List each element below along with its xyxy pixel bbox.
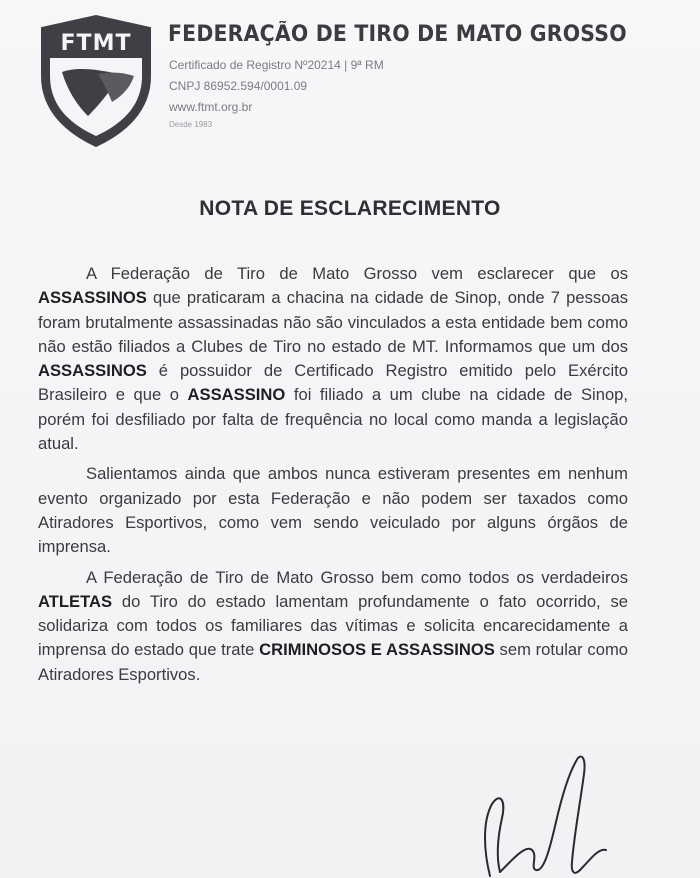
- since-line: Desde 1983: [169, 120, 213, 129]
- paragraph-text: A Federação de Tiro de Mato Grosso vem esclarecer que os: [86, 264, 628, 283]
- emphasized-text: ATLETAS: [38, 591, 113, 611]
- paragraph-3: [38, 566, 628, 687]
- registry-line: Certificado de Registro Nº20214 | 9ª RM: [169, 58, 384, 72]
- paragraph-text: sem rotular como Atiradores Esportivos.: [38, 640, 628, 684]
- paragraph-text: Salientamos ainda que ambos nunca estiveram presentes em nenhum evento organizado por esta Federação e não podem ser taxados como Atiradores Esportivos, como vem sendo veiculado por alguns órgãos de imprensa.: [38, 464, 628, 557]
- paragraph-2: [38, 462, 628, 559]
- handwritten-signature: [470, 752, 630, 878]
- paragraph-text: A Federação de Tiro de Mato Grosso bem como todos os verdadeiros: [86, 567, 628, 587]
- emphasized-text: ASSASSINOS: [38, 288, 147, 308]
- emphasized-text: CRIMINOSOS E ASSASSINOS: [259, 640, 495, 660]
- emphasized-text: ASSASSINOS: [38, 361, 147, 381]
- document-body: [38, 262, 628, 687]
- paragraph-1: [38, 262, 628, 456]
- paragraph-text: que praticaram a chacina na cidade de Sinop, onde 7 pessoas foram brutalmente assassinadas não são vinculados a esta entidade bem como não estão filiados a Clubes de Tiro no estado de MT. Informamos que um dos: [38, 288, 628, 356]
- document-title: NOTA DE ESCLARECIMENTO: [199, 197, 501, 220]
- website-line: www.ftmt.org.br: [169, 100, 253, 114]
- paragraph-text: foi filiado a um clube na cidade de Sinop, porém foi desfiliado por falta de frequência no local como manda a legislação atual.: [38, 385, 629, 454]
- emphasized-text: ASSASSINO: [187, 385, 286, 405]
- logo-text: FTMT: [60, 31, 132, 56]
- paragraph-text: é possuidor de Certificado Registro emitido pelo Exército Brasileiro e que o: [38, 361, 628, 405]
- paragraph-text: do Tiro do estado lamentam profundamente o fato ocorrido, se solidariza com todos os familiares das vítimas e solicita encarecidamente a imprensa do estado que trate: [38, 591, 628, 660]
- organization-name: FEDERAÇÃO DE TIRO DE MATO GROSSO: [168, 22, 627, 47]
- cnpj-line: CNPJ 86952.594/0001.09: [169, 79, 308, 93]
- ftmt-logo: [38, 14, 154, 148]
